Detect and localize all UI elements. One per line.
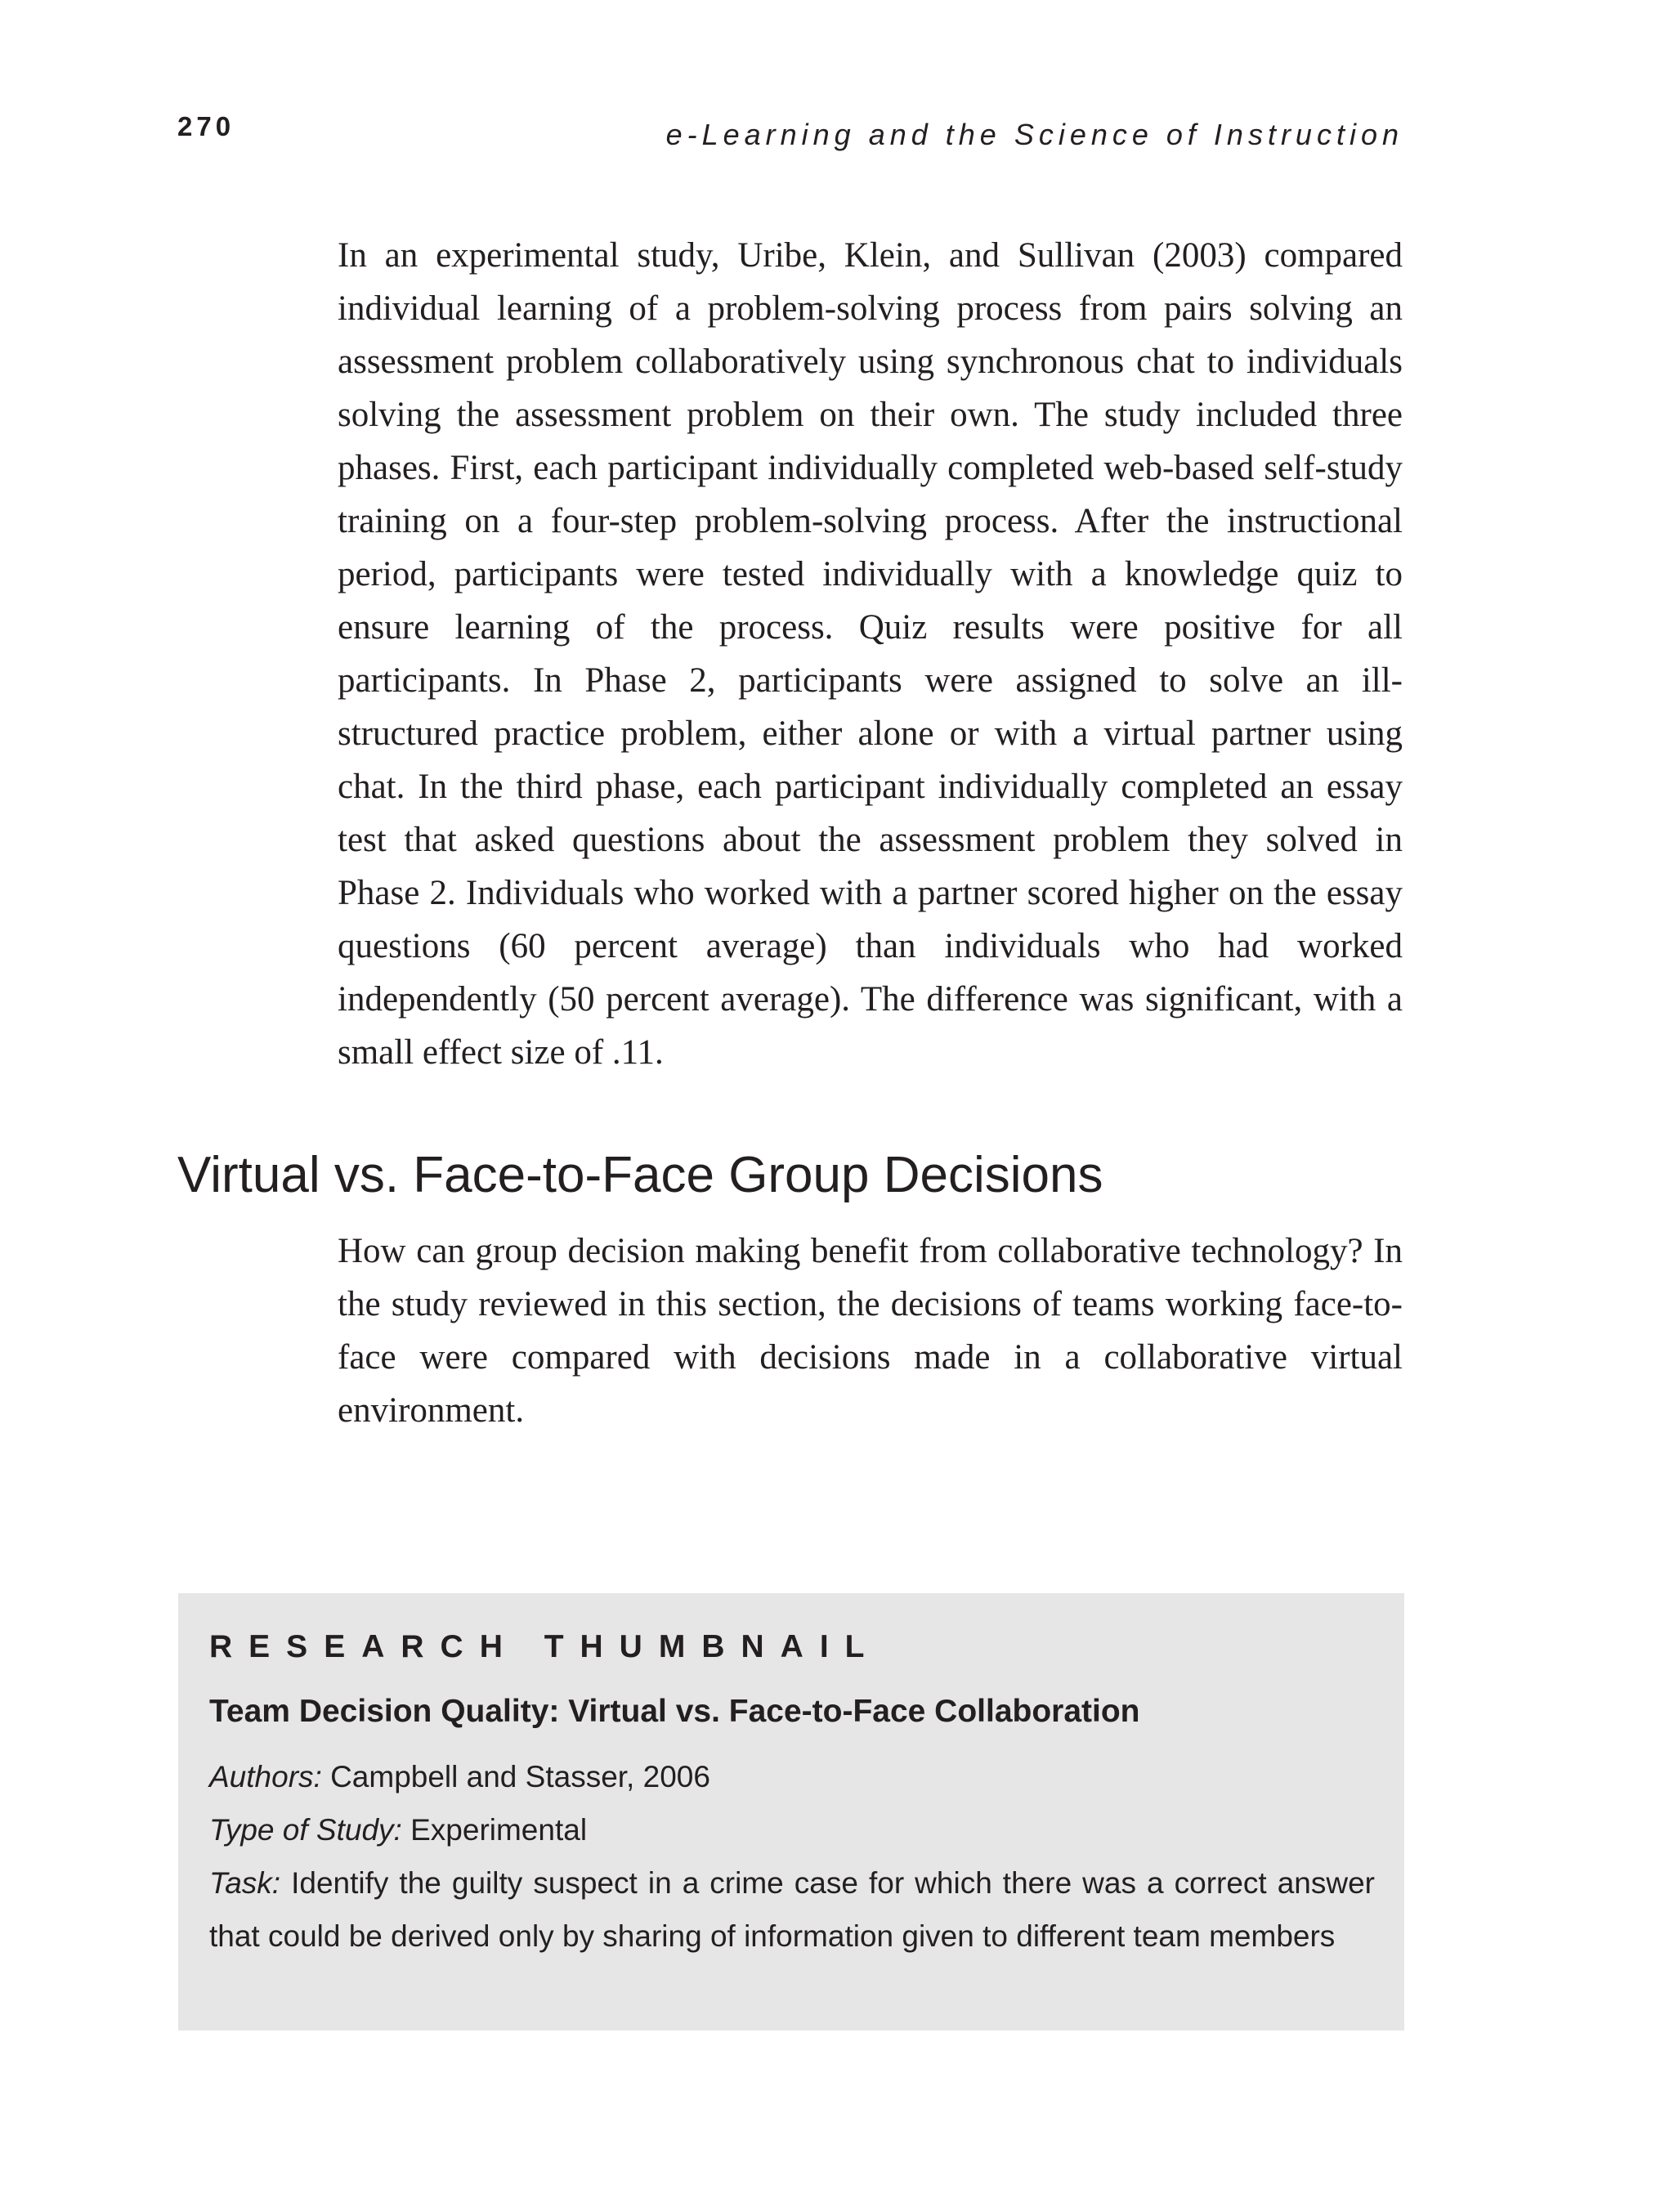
thumbnail-study-type xyxy=(209,1803,1375,1856)
task-value: Identify the guilty suspect in a crime case for which there was a correct answer that could be derived only by sharing of information given to different team members xyxy=(209,1866,1376,1953)
study-type-value: Experimental xyxy=(410,1813,588,1847)
authors-value: Campbell and Stasser, 2006 xyxy=(330,1760,710,1793)
research-thumbnail-kicker: RESEARCH THUMBNAIL xyxy=(209,1629,881,1664)
body-paragraph-2: How can group decision making benefit from collaborative technology? In the study reviewed in this section, the decisions of teams working face-to-face were compared with decisions made in a collaborative virtual environment. xyxy=(338,1232,1403,1430)
body-paragraph-1: In an experimental study, Uribe, Klein, and Sullivan (2003) compared individual learning of a problem-solving process from pairs solving an assessment problem collaboratively using synchronous chat to individuals solving the assessment problem on their own. The study included three phases. First, each participant individually completed web-based self-study training on a four-step problem-solving process. After the instructional period, participants were tested individually with a knowledge quiz to ensure learning of the process. Quiz results were positive for all participants. In Phase 2, participants were assigned to solve an ill-structured practice problem, either alone or with a virtual partner using chat. In the third phase, each participant individually completed an essay test that asked questions about the assessment problem they solved in Phase 2. Individuals who worked with a partner scored higher on the essay questions (60 percent average) than individuals who had worked independently (50 percent average). The difference was significant, with a small effect size of .11. xyxy=(338,236,1403,1072)
research-thumbnail-title: Team Decision Quality: Virtual vs. Face-to-Face Collaboration xyxy=(209,1694,1140,1729)
page-number: 270 xyxy=(177,111,235,141)
section-heading: Virtual vs. Face-to-Face Group Decisions xyxy=(177,1147,1103,1203)
task-label: Task: xyxy=(209,1866,281,1900)
authors-label: Authors: xyxy=(209,1760,322,1793)
thumbnail-task xyxy=(209,1856,1375,1963)
research-thumbnail-box xyxy=(178,1593,1404,2031)
thumbnail-authors xyxy=(209,1750,1375,1803)
running-head: e-Learning and the Science of Instruction xyxy=(665,118,1403,151)
study-type-label: Type of Study: xyxy=(209,1813,402,1847)
